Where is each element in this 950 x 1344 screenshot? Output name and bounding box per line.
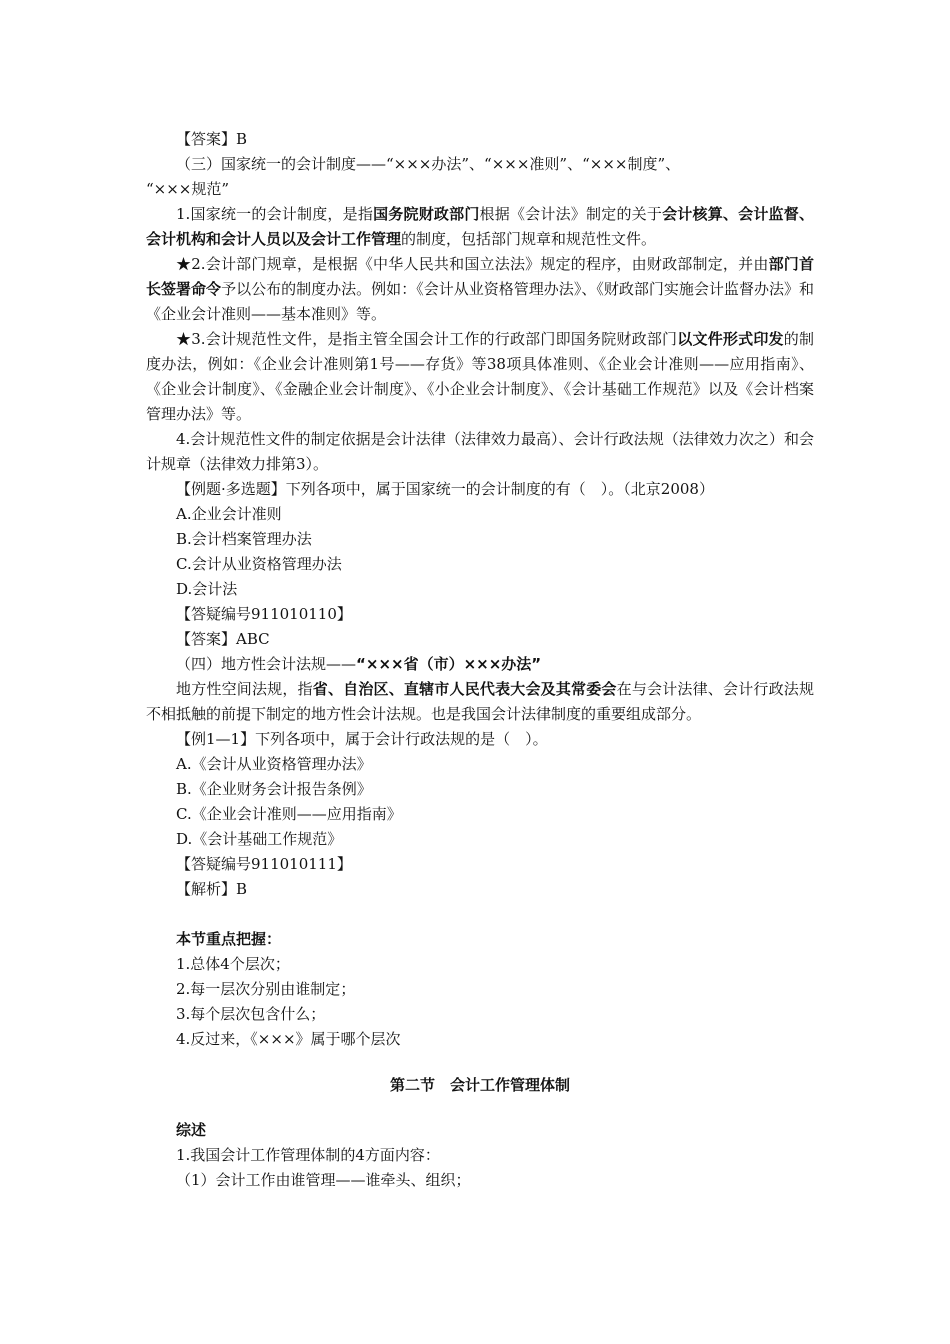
key-points-title: 本节重点把握： — [176, 930, 282, 948]
p2-text-c: 予以公布的制度办法。例如：《会计从业资格管理办法》、《财政部门实施会计监督办法》和《企业会计准则——基本准则》等。 — [146, 280, 814, 323]
p5-text-a: 地方性空间法规，指 — [176, 680, 313, 698]
example-1-answer: 【答案】ABC — [176, 630, 270, 648]
summary-subitem: （1）会计工作由谁管理——谁牵头、组织； — [176, 1171, 471, 1189]
example-2-analysis: 【解析】B — [176, 880, 248, 898]
key-point-item: 3.每个层次包含什么； — [176, 1005, 326, 1023]
p1-text-a: 1.国家统一的会计制度，是指 — [176, 205, 374, 223]
example-2-option: D.《会计基础工作规范》 — [176, 830, 343, 848]
spacer — [146, 1101, 814, 1118]
paragraph-4: 4.会计规范性文件的制定依据是会计法律（法律效力最高）、会计行政法规（法律效力次之）和会计规章（法律效力排第3）。 — [146, 430, 814, 473]
p3-bold-b: 以文件形式印发 — [677, 330, 784, 348]
example-2-option: A.《会计从业资格管理办法》 — [176, 755, 372, 773]
example-1-option: A.企业会计准则 — [176, 505, 282, 523]
document-body — [146, 127, 814, 1193]
section-3-title-continued: “×××规范” — [146, 180, 230, 198]
p1-text-c: 根据《会计法》制定的关于 — [479, 205, 663, 223]
spacer — [146, 902, 814, 927]
section-4-title-a: （四）地方性会计法规—— — [176, 655, 357, 673]
example-2-option: C.《企业会计准则——应用指南》 — [176, 805, 402, 823]
paragraph-2 — [146, 252, 814, 327]
key-point-item: 4.反过来，《×××》属于哪个层次 — [176, 1030, 401, 1048]
example-2-qa-code: 【答疑编号911010111】 — [176, 855, 352, 873]
paragraph-1 — [146, 202, 814, 252]
p3-text-a: ★3.会计规范性文件，是指主管全国会计工作的行政部门即国务院财政部门 — [176, 330, 678, 348]
section-4-title-b: “×××省（市）×××办法” — [356, 655, 542, 673]
answer-line: 【答案】B — [176, 130, 248, 148]
example-1-option: D.会计法 — [176, 580, 238, 598]
p1-bold-d: 会计核算、会计监督、会计机构和会计人员以及会计工作管理 — [146, 205, 814, 248]
example-2-option: B.《企业财务会计报告条例》 — [176, 780, 372, 798]
example-1-option: C.会计从业资格管理办法 — [176, 555, 342, 573]
summary-title: 综述 — [176, 1121, 207, 1139]
example-1-question: 【例题·多选题】下列各项中，属于国家统一的会计制度的有（ ）。（北京2008） — [176, 480, 714, 498]
key-point-item: 1.总体4个层次； — [176, 955, 290, 973]
example-1-option: B.会计档案管理办法 — [176, 530, 312, 548]
p2-bold-b: 部门首长签署命令 — [146, 255, 814, 298]
p1-bold-b: 国务院财政部门 — [373, 205, 480, 223]
p5-text-c: 在与会计法律、会计行政法规不相抵触的前提下制定的地方性会计法规。也是我国会计法律制度的重要组成部分。 — [146, 680, 814, 723]
p3-text-c: 的制度办法，例如：《企业会计准则第1号——存货》等38项具体准则、《企业会计准则——应用指南》、《企业会计制度》、《金融企业会计制度》、《小企业会计制度》、《会计基础工作规范》以及《会计档案管理办法》等。 — [146, 330, 814, 423]
section-2-title: 第二节 会计工作管理体制 — [389, 1076, 570, 1094]
example-2-question: 【例1—1】下列各项中，属于会计行政法规的是（ ）。 — [176, 730, 548, 748]
summary-item: 1.我国会计工作管理体制的4方面内容： — [176, 1146, 440, 1164]
key-point-item: 2.每一层次分别由谁制定； — [176, 980, 356, 998]
example-1-qa-code: 【答疑编号911010110】 — [176, 605, 352, 623]
p5-bold-b: 省、自治区、直辖市人民代表大会及其常委会 — [312, 680, 617, 698]
paragraph-5 — [146, 677, 814, 727]
p2-text-a: ★2.会计部门规章，是根据《中华人民共和国立法法》规定的程序，由财政部制定，并由 — [176, 255, 769, 273]
section-3-title: （三）国家统一的会计制度——“×××办法”、“×××准则”、“×××制度”、 — [176, 155, 681, 173]
spacer — [146, 1052, 814, 1069]
paragraph-3 — [146, 327, 814, 427]
p1-text-e: 的制度，包括部门规章和规范性文件。 — [401, 230, 657, 248]
section-4-title — [146, 652, 814, 677]
